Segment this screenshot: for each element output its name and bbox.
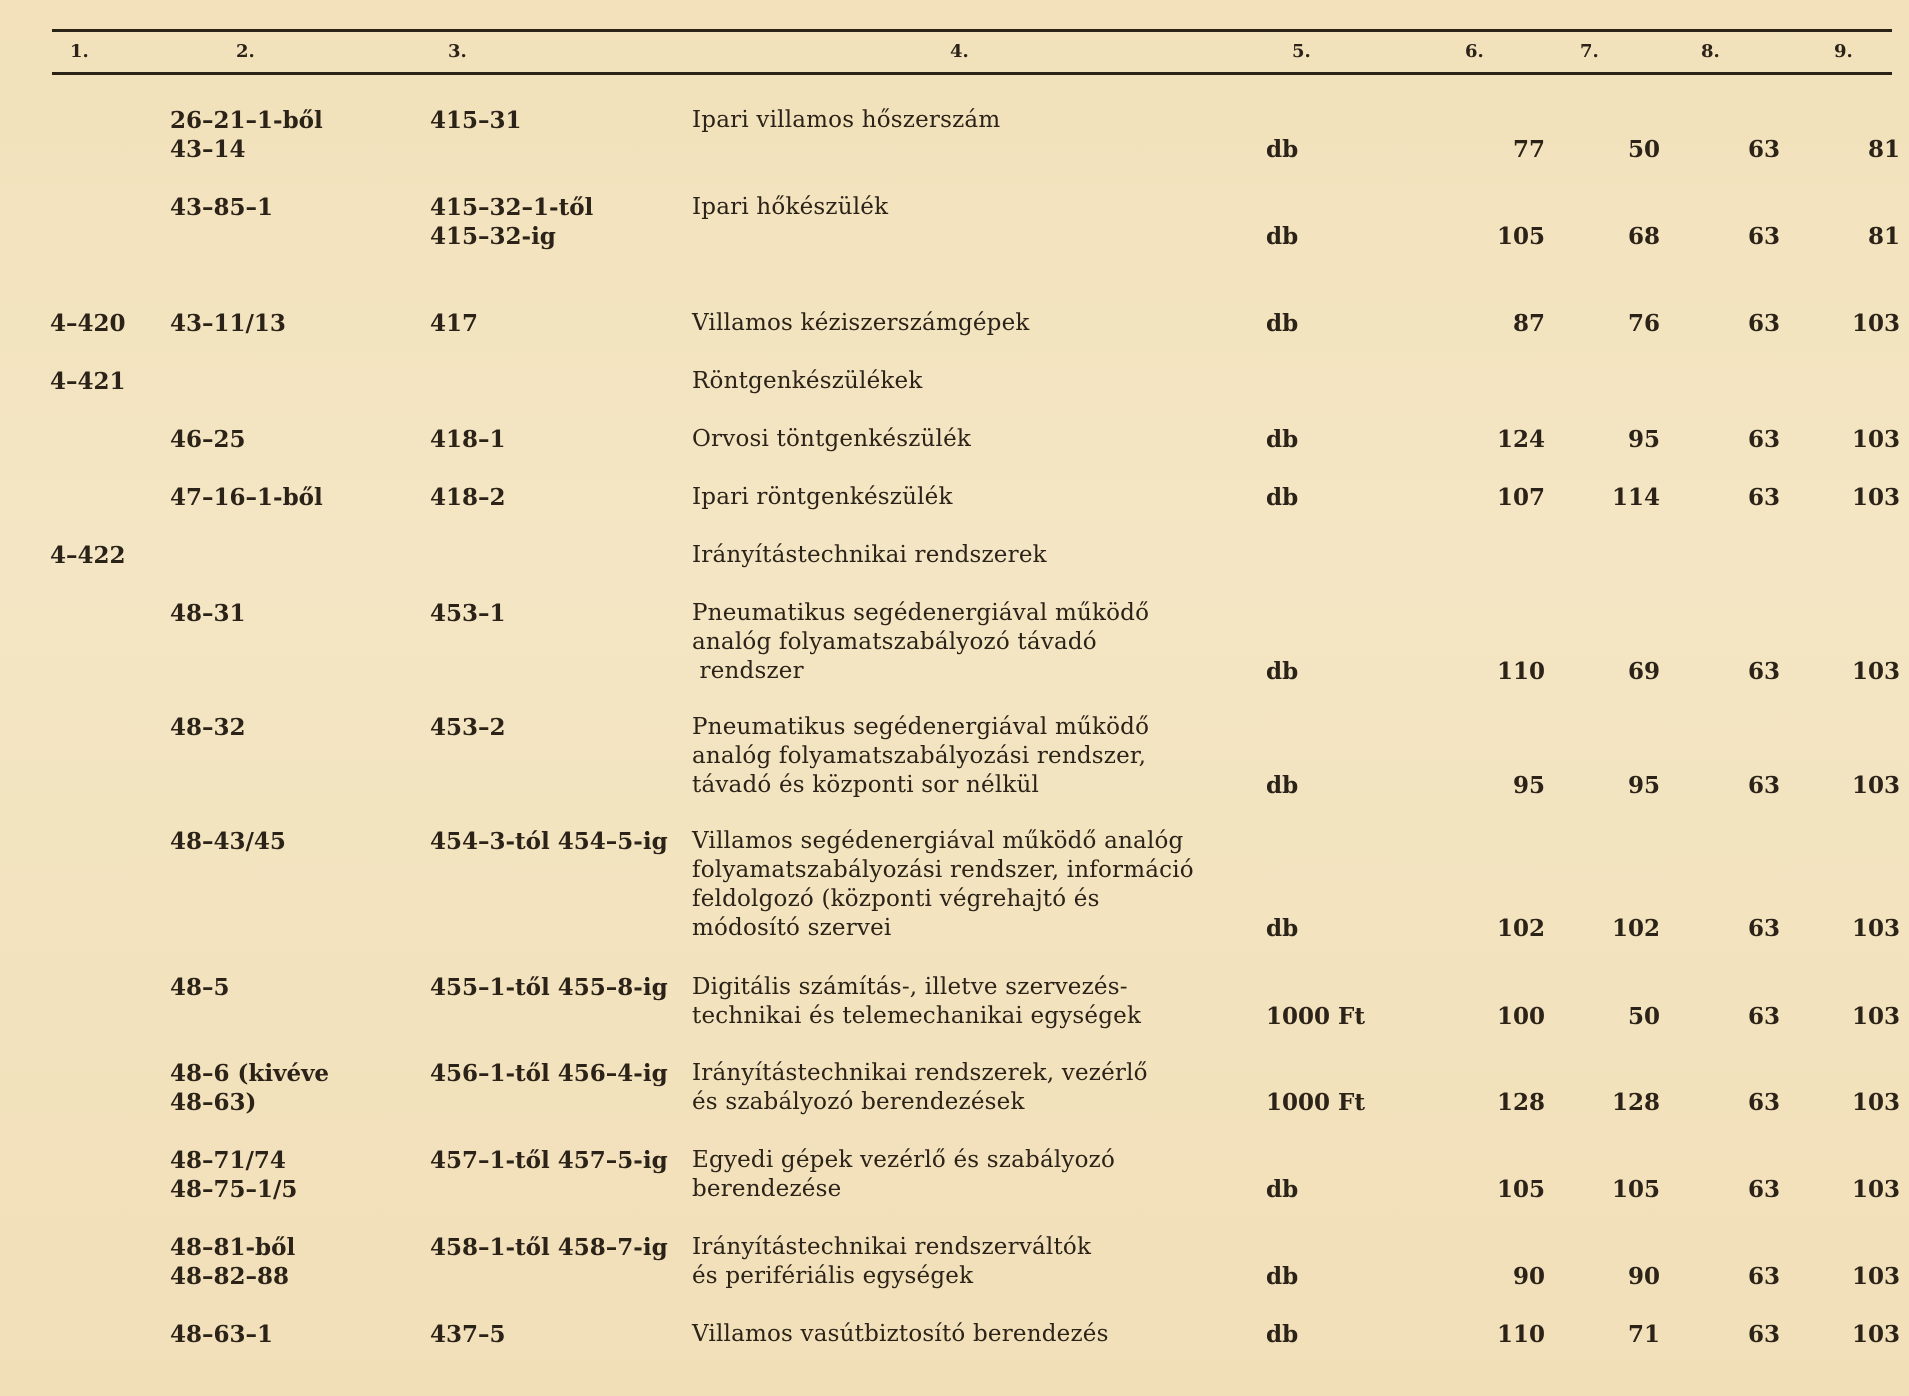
table-row xyxy=(0,106,1909,164)
cell-ref: 48–31 xyxy=(170,600,246,627)
cell-ref: 48–71/74 48–75–1/5 xyxy=(170,1147,298,1203)
cell-val7: 71 xyxy=(1627,1321,1660,1348)
cell-val6: 107 xyxy=(1496,484,1545,511)
cell-ref: 48–6 (kivéve 48–63) xyxy=(170,1060,330,1116)
cell-unit: db xyxy=(1266,1263,1299,1290)
cell-description: Ipari röntgenkészülék xyxy=(692,484,953,510)
cell-val9: 103 xyxy=(1851,1263,1900,1290)
cell-ref2: 456–1-től 456–4-ig xyxy=(430,1060,668,1087)
cell-ref2: 455–1-től 455–8-ig xyxy=(430,974,668,1001)
cell-val9: 103 xyxy=(1851,1176,1900,1203)
cell-val7: 114 xyxy=(1611,484,1660,511)
cell-val7: 95 xyxy=(1627,772,1660,799)
cell-val7: 95 xyxy=(1627,426,1660,453)
cell-ref: 48–32 xyxy=(170,714,246,741)
cell-val6: 102 xyxy=(1496,915,1545,942)
cell-val7: 76 xyxy=(1627,310,1660,337)
cell-code: 4–421 xyxy=(50,368,126,395)
cell-ref2: 454–3-tól 454–5-ig xyxy=(430,828,668,855)
cell-ref: 48–43/45 xyxy=(170,828,286,855)
cell-ref: 43–11/13 xyxy=(170,310,286,337)
cell-val6: 105 xyxy=(1496,1176,1545,1203)
cell-description: Villamos segédenergiával működő analóg folyamatszabályozási rendszer, információ feldolgozó (központi végrehajtó és módosító szervei xyxy=(692,828,1194,941)
cell-val8: 63 xyxy=(1747,484,1780,511)
cell-val6: 124 xyxy=(1496,426,1545,453)
table-row xyxy=(0,973,1909,1031)
cell-description: Irányítástechnikai rendszerváltók és perifériális egységek xyxy=(692,1234,1092,1289)
cell-val9: 103 xyxy=(1851,1089,1900,1116)
cell-description: Ipari villamos hőszerszám xyxy=(692,107,1001,133)
cell-unit: db xyxy=(1266,1176,1299,1203)
cell-val9: 103 xyxy=(1851,915,1900,942)
cell-description: Orvosi töntgenkészülék xyxy=(692,426,972,452)
cell-ref2: 415–31 xyxy=(430,107,522,134)
cell-unit: db xyxy=(1266,310,1299,337)
table-row xyxy=(0,599,1909,686)
table-row xyxy=(0,309,1909,338)
cell-description: Pneumatikus segédenergiával működő analóg folyamatszabályozó távadó rendszer xyxy=(692,600,1150,684)
header-col-6: 6. xyxy=(1465,41,1484,62)
cell-val8: 63 xyxy=(1747,136,1780,163)
cell-ref2: 418–2 xyxy=(430,484,506,511)
cell-val7: 68 xyxy=(1627,223,1660,250)
header-col-2: 2. xyxy=(236,41,255,62)
cell-ref2: 453–1 xyxy=(430,600,506,627)
cell-unit: 1000 Ft xyxy=(1266,1003,1365,1030)
cell-val6: 110 xyxy=(1496,658,1545,685)
top-rule xyxy=(52,29,1892,32)
table-row xyxy=(0,1146,1909,1204)
cell-ref: 26–21–1-ből 43–14 xyxy=(170,107,323,163)
cell-val8: 63 xyxy=(1747,426,1780,453)
table-row xyxy=(0,713,1909,800)
cell-unit: db xyxy=(1266,136,1299,163)
cell-val7: 50 xyxy=(1627,136,1660,163)
header-col-5: 5. xyxy=(1292,41,1311,62)
cell-description: Villamos kéziszerszámgépek xyxy=(692,310,1030,336)
cell-unit: db xyxy=(1266,223,1299,250)
table-row xyxy=(0,541,1909,570)
cell-description: Ipari hőkészülék xyxy=(692,194,889,220)
cell-val9: 103 xyxy=(1851,484,1900,511)
cell-ref2: 458–1-től 458–7-ig xyxy=(430,1234,668,1261)
cell-val6: 105 xyxy=(1496,223,1545,250)
cell-val9: 103 xyxy=(1851,310,1900,337)
cell-unit: db xyxy=(1266,426,1299,453)
table-row xyxy=(0,483,1909,512)
cell-val6: 128 xyxy=(1496,1089,1545,1116)
cell-ref: 43–85–1 xyxy=(170,194,274,221)
cell-ref2: 418–1 xyxy=(430,426,506,453)
cell-val8: 63 xyxy=(1747,1321,1780,1348)
cell-val6: 77 xyxy=(1512,136,1545,163)
cell-description: Röntgenkészülékek xyxy=(692,368,923,394)
cell-description: Digitális számítás-, illetve szervezés- technikai és telemechanikai egységek xyxy=(692,974,1142,1029)
cell-ref: 48–5 xyxy=(170,974,230,1001)
cell-val9: 103 xyxy=(1851,658,1900,685)
cell-description: Egyedi gépek vezérlő és szabályozó berendezése xyxy=(692,1147,1116,1202)
cell-val6: 100 xyxy=(1496,1003,1545,1030)
header-col-9: 9. xyxy=(1834,41,1853,62)
cell-val8: 63 xyxy=(1747,772,1780,799)
table-row xyxy=(0,425,1909,454)
cell-val8: 63 xyxy=(1747,1089,1780,1116)
cell-val6: 87 xyxy=(1512,310,1545,337)
cell-val9: 103 xyxy=(1851,772,1900,799)
cell-val8: 63 xyxy=(1747,223,1780,250)
cell-description: Villamos vasútbiztosító berendezés xyxy=(692,1321,1109,1347)
cell-ref2: 437–5 xyxy=(430,1321,506,1348)
cell-val6: 95 xyxy=(1512,772,1545,799)
cell-description: Irányítástechnikai rendszerek, vezérlő és szabályozó berendezések xyxy=(692,1060,1148,1115)
cell-val8: 63 xyxy=(1747,310,1780,337)
cell-val6: 110 xyxy=(1496,1321,1545,1348)
cell-val7: 105 xyxy=(1611,1176,1660,1203)
table-row xyxy=(0,193,1909,251)
cell-ref2: 457–1-től 457–5-ig xyxy=(430,1147,668,1174)
cell-val6: 90 xyxy=(1512,1263,1545,1290)
cell-ref: 48–81-ből 48–82–88 xyxy=(170,1234,296,1290)
cell-val9: 103 xyxy=(1851,426,1900,453)
cell-val7: 102 xyxy=(1611,915,1660,942)
cell-val8: 63 xyxy=(1747,1003,1780,1030)
header-col-8: 8. xyxy=(1701,41,1720,62)
header-col-4: 4. xyxy=(950,41,969,62)
table-row xyxy=(0,1059,1909,1117)
header-col-7: 7. xyxy=(1580,41,1599,62)
cell-unit: db xyxy=(1266,484,1299,511)
cell-val8: 63 xyxy=(1747,1176,1780,1203)
cell-code: 4–422 xyxy=(50,542,126,569)
cell-val7: 128 xyxy=(1611,1089,1660,1116)
cell-ref: 48–63–1 xyxy=(170,1321,274,1348)
cell-description: Pneumatikus segédenergiával működő analóg folyamatszabályozási rendszer, távadó és központi sor nélkül xyxy=(692,714,1150,798)
cell-ref: 47–16–1-ből xyxy=(170,484,323,511)
cell-val8: 63 xyxy=(1747,658,1780,685)
cell-val9: 103 xyxy=(1851,1003,1900,1030)
header-rule xyxy=(52,72,1892,75)
cell-description: Irányítástechnikai rendszerek xyxy=(692,542,1047,568)
cell-unit: db xyxy=(1266,1321,1299,1348)
cell-val9: 103 xyxy=(1851,1321,1900,1348)
cell-ref: 46–25 xyxy=(170,426,246,453)
cell-val8: 63 xyxy=(1747,915,1780,942)
header-col-1: 1. xyxy=(70,41,89,62)
cell-unit: 1000 Ft xyxy=(1266,1089,1365,1116)
cell-ref2: 453–2 xyxy=(430,714,506,741)
cell-ref2: 415–32–1-től 415–32-ig xyxy=(430,194,594,250)
cell-unit: db xyxy=(1266,772,1299,799)
cell-val9: 81 xyxy=(1867,136,1900,163)
cell-val7: 90 xyxy=(1627,1263,1660,1290)
cell-unit: db xyxy=(1266,658,1299,685)
cell-val8: 63 xyxy=(1747,1263,1780,1290)
table-row xyxy=(0,1233,1909,1291)
table-row xyxy=(0,827,1909,943)
table-row xyxy=(0,367,1909,396)
table-row xyxy=(0,1320,1909,1349)
cell-ref2: 417 xyxy=(430,310,479,337)
header-col-3: 3. xyxy=(448,41,467,62)
cell-val9: 81 xyxy=(1867,223,1900,250)
cell-val7: 50 xyxy=(1627,1003,1660,1030)
cell-code: 4–420 xyxy=(50,310,126,337)
cell-unit: db xyxy=(1266,915,1299,942)
cell-val7: 69 xyxy=(1627,658,1660,685)
